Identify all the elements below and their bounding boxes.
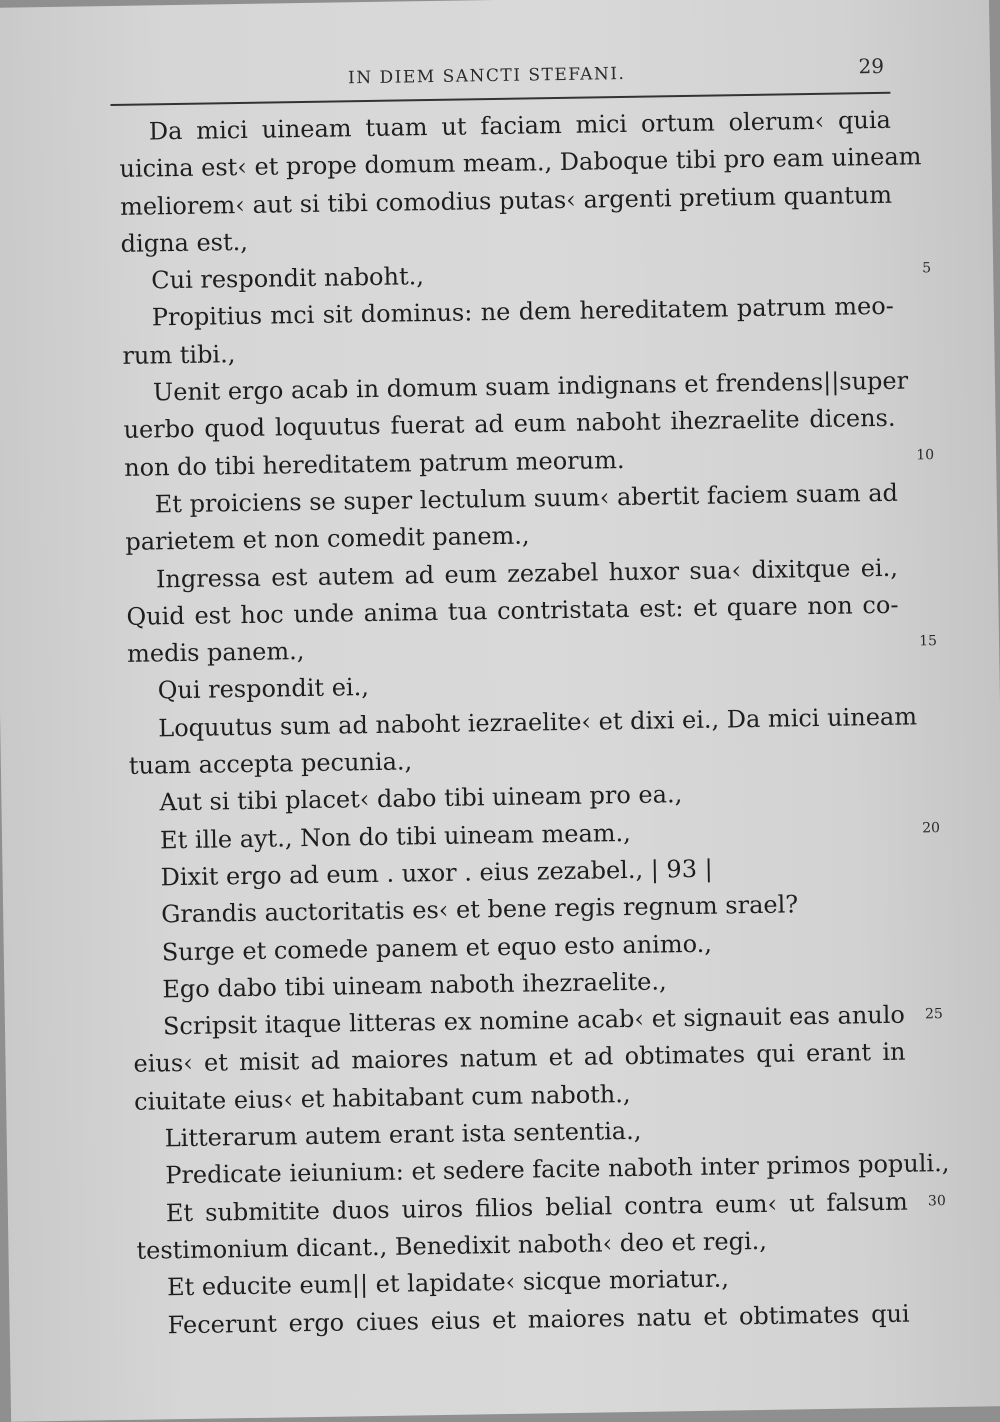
body-text	[119, 102, 950, 1345]
line-text: uerbo quod loquutus fuerat ad eum naboht ihezraelite dicens.	[123, 404, 896, 445]
line-text: Ego dabo tibi uineam naboth ihezraelite.,	[162, 967, 667, 1004]
line-text: Aut si tibi placet‹ dabo tibi uineam pro ea.,	[159, 780, 683, 817]
line-text: Et proiciens se super lectulum suum‹ abertit faciem suam ad	[154, 478, 899, 519]
line-text: Et ille ayt., Non do tibi uineam meam.,	[159, 818, 632, 854]
line-text: Quid est hoc unde anima tua contristata est: et quare non co-	[126, 590, 899, 631]
line-text: Qui respondit ei.,	[157, 673, 370, 705]
line-text: Propitius mci sit dominus: ne dem hereditatem patrum meo-	[151, 292, 894, 332]
line-text: digna est.,	[120, 227, 249, 258]
line-number: 20	[921, 819, 941, 837]
line-text: Surge et comede panem et equo esto animo.,	[161, 929, 713, 966]
line-text: Predicate ieiunium: et sedere facite naboth inter primos populi.,	[165, 1149, 950, 1190]
line-text: Et submitite duos uiros filios belial contra eum‹ ut falsum	[165, 1187, 909, 1227]
line-text: Dixit ergo ad eum . uxor . eius zezabel., | 93 |	[160, 854, 713, 892]
line-text: uicina est‹ et prope domum meam., Daboque tibi pro eam uineam	[119, 142, 922, 184]
line-text: eius‹ et misit ad maiores natum et ad obtimates qui erant in	[133, 1038, 906, 1079]
line-text: parietem et non comedit panem.,	[125, 521, 530, 557]
line-text: non do tibi hereditatem patrum meorum.	[123, 445, 625, 482]
line-text: medis panem.,	[126, 637, 305, 669]
line-text: rum tibi.,	[122, 339, 236, 370]
line-text: Loquutus sum ad naboht iezraelite‹ et dixi ei., Da mici uineam	[158, 702, 918, 743]
line-text: Scripsit itaque litteras ex nomine acab‹ et signauit eas anulo	[162, 1000, 906, 1041]
line-text: Uenit ergo acab in domum suam indignans et frendens||super	[152, 366, 909, 407]
line-number: 25	[924, 1006, 944, 1023]
line-number: 30	[927, 1192, 946, 1209]
line-text: testimonium dicant., Benedixit naboth‹ deo et regi.,	[136, 1226, 768, 1265]
page-header	[110, 54, 891, 106]
line-text: Da mici uineam tuam ut faciam mici ortum olerum‹ quia	[148, 105, 892, 146]
line-text: meliorem‹ aut si tibi comodius putas‹ argenti pretium quantum	[119, 180, 893, 221]
line-text: Fecerunt ergo ciues eius et maiores natu et obtimates qui	[167, 1299, 910, 1339]
line-text: ciuitate eius‹ et habitabant cum naboth.,	[133, 1079, 631, 1116]
page-number: 29	[858, 53, 885, 79]
line-text: Grandis auctoritatis es‹ et bene regis regnum srael?	[160, 890, 799, 929]
line-number: 15	[919, 633, 938, 650]
line-text: Et educite eum|| et lapidate‹ sicque moriatur.,	[166, 1264, 730, 1302]
running-title: IN DIEM SANCTI STEFANI.	[347, 63, 626, 89]
line-text: Cui respondit naboht.,	[151, 262, 425, 295]
line-number: 5	[922, 260, 932, 277]
line-text: Litterarum autem erant ista sententia.,	[164, 1116, 642, 1153]
line-text: tuam accepta pecunia.,	[128, 747, 413, 780]
line-number: 10	[916, 446, 935, 464]
line-text: Ingressa est autem ad eum zezabel huxor sua‹ dixitque ei.,	[155, 553, 899, 593]
